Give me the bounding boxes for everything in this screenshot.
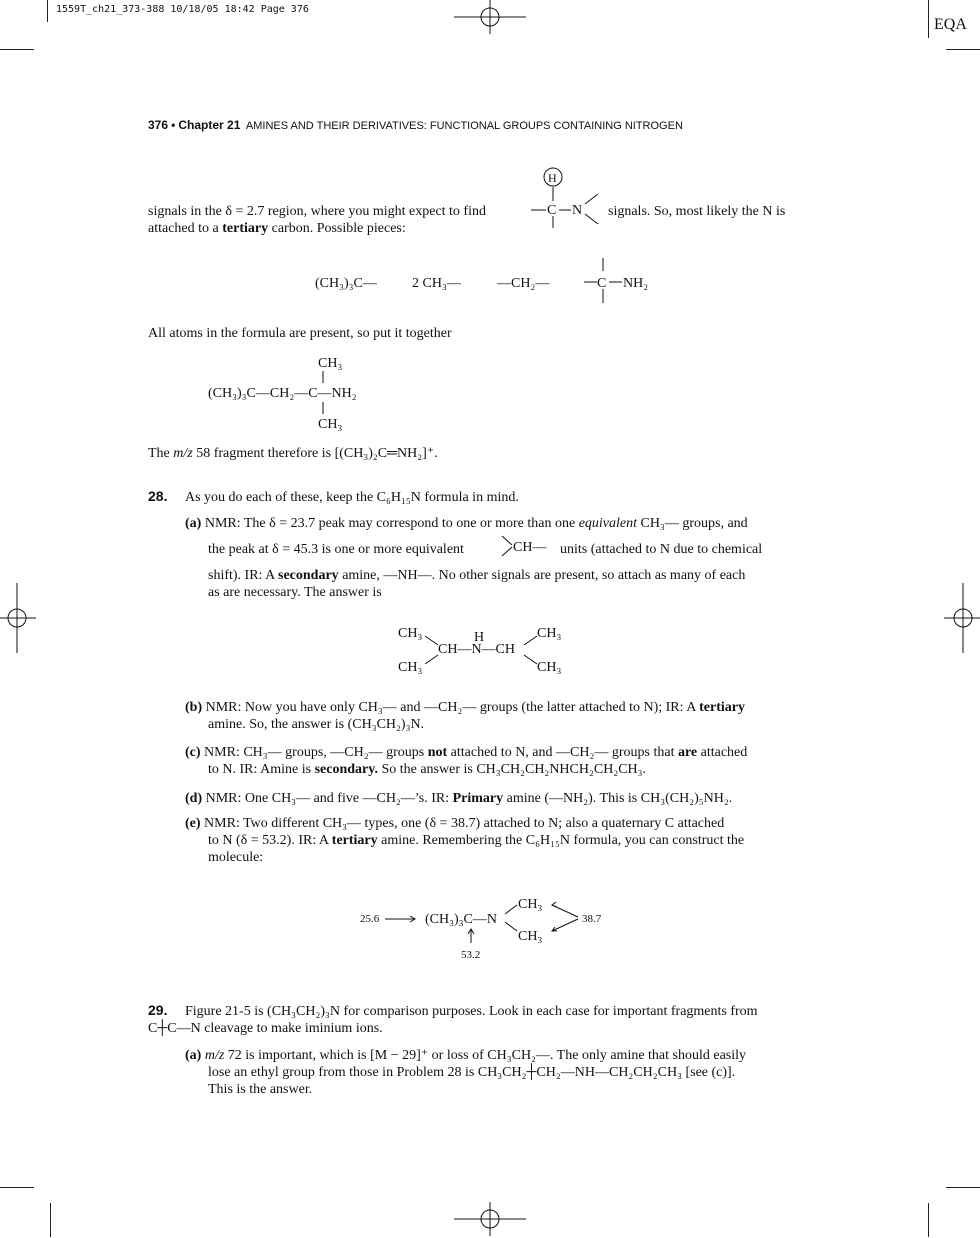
struct1-top: CH₃ (318, 356, 343, 371)
crop-mark (946, 49, 980, 50)
p28a-l1a: NMR: The δ = 23.7 peak may correspond to one or more than one (204, 516, 579, 531)
p29a-mz: m/z (204, 1048, 225, 1063)
problem-29-number: 29. (148, 1002, 168, 1018)
fragment-mz: m/z (173, 446, 193, 461)
p28c-line1 (185, 744, 747, 761)
crop-mark (928, 1203, 929, 1237)
intro-line1-before: signals in the δ = 2.7 region, where you might expect to find (148, 204, 486, 219)
crop-mark (928, 0, 929, 38)
p29a-label: (a) (185, 1048, 202, 1063)
print-slug: 1559T_ch21_373-388 10/18/05 18:42 Page 376 (56, 4, 309, 15)
fragment-a: The (148, 446, 174, 461)
struct-a-ch3-tl: CH₃ (398, 626, 423, 641)
piece-tbutyl: (CH₃)₃C— (315, 276, 377, 291)
struct-e-ch3-top: CH₃ (518, 897, 543, 912)
arrow-25-6 (384, 912, 420, 926)
n-atom: N (572, 203, 583, 218)
p28e-line2 (208, 832, 744, 849)
p28c-label: (c) (185, 745, 201, 760)
crop-mark (47, 0, 48, 22)
p28b-line1 (185, 699, 745, 716)
p28a-label: (a) (185, 516, 202, 531)
p28b-l1a: NMR: Now you have only CH₃— and —CH₂— groups (the latter attached to N); IR: A (205, 700, 700, 715)
p28c-l1c: attached to N, and —CH₂— groups that (447, 745, 678, 760)
p28a-line2ch: CH— (513, 540, 547, 555)
registration-mark-left (0, 583, 36, 653)
p28a-line1 (185, 515, 748, 532)
intro-line2-a: attached to a (148, 221, 223, 236)
p28c-l1a: NMR: CH₃— groups, —CH₂— groups (204, 745, 428, 760)
struct-e-ch3-bottom: CH₃ (518, 929, 543, 944)
p28a-line4: as are necessary. The answer is (208, 585, 382, 600)
chapter-title: AMINES AND THEIR DERIVATIVES: FUNCTIONAL GROUPS CONTAINING NITROGEN (245, 120, 683, 132)
shift-25-6: 25.6 (360, 913, 380, 925)
p28c-line2 (208, 761, 646, 778)
chapter-label: Chapter 21 (178, 118, 241, 132)
p28a-l1c: CH₃— groups, and (637, 516, 748, 531)
registration-mark-right (944, 583, 980, 653)
eqa-label: EQA (934, 16, 967, 33)
p29a-line1 (185, 1047, 746, 1064)
p28c-l2b: secondary. (314, 762, 378, 777)
bullet: • (171, 118, 176, 132)
struct-e-main: (CH₃)₃C—N (425, 912, 497, 927)
piece-c-nh2 (582, 256, 662, 306)
p28c-l2c: So the answer is CH₃CH₂CH₂NHCH₂CH₂CH₃. (377, 762, 647, 777)
ch-branch-mark (500, 534, 514, 562)
fragment-b: 58 fragment therefore is [(CH₃)₂C═NH₂]⁺. (192, 446, 438, 461)
p28a-l3a: shift). IR: A (208, 568, 279, 583)
crop-mark (0, 1187, 34, 1188)
piece-nh2: NH₂ (623, 276, 649, 291)
p28d-label: (d) (185, 791, 203, 806)
piece-methyl: 2 CH₃— (412, 276, 461, 291)
p29a-line3: This is the answer. (208, 1082, 313, 1097)
p28e-l2a: to N (δ = 53.2). IR: A (208, 833, 332, 848)
problem-29-line1: Figure 21-5 is (CH₃CH₂)₃N for comparison purposes. Look in each case for important fragments from (185, 1004, 758, 1019)
p28e-l2c: amine. Remembering the C₆H₁₅N formula, you can construct the (377, 833, 745, 848)
problem-29-line2: C┼C—N cleavage to make iminium ions. (148, 1021, 383, 1036)
crop-mark (946, 1187, 980, 1188)
intro-line1-after: signals. So, most likely the N is (608, 204, 786, 219)
intro-line2 (148, 220, 406, 237)
p28a-line2a: the peak at δ = 45.3 is one or more equivalent (208, 542, 464, 557)
registration-mark-top (450, 0, 530, 36)
struct-a-mid: CH—N—CH (438, 642, 516, 657)
piece-c-atom: C (597, 276, 607, 291)
struct1-main: (CH₃)₃C—CH₂—C—NH₂ (208, 386, 357, 401)
page-number: 376 (148, 118, 169, 132)
struct-a-h: H (474, 630, 485, 645)
structure-h-c-n (528, 166, 608, 232)
p28d-line1 (185, 790, 732, 807)
p29a-line2: lose an ethyl group from those in Problem 28 is CH₃CH₂┼CH₂—NH—CH₂CH₂CH₃ [see (c)]. (208, 1065, 736, 1080)
p28b-l1b: tertiary (699, 700, 745, 715)
problem-28-lead: As you do each of these, keep the C₆H₁₅N formula in mind. (185, 490, 519, 505)
p28d-l1b: Primary (452, 791, 504, 806)
struct-a-ch3-bl: CH₃ (398, 660, 423, 675)
p28e-l2b: tertiary (331, 833, 378, 848)
p28e-line1 (185, 815, 724, 832)
arrow-53-2 (464, 928, 478, 944)
p28c-l2a: to N. IR: Amine is (208, 762, 315, 777)
intro-line2-bold: tertiary (222, 221, 269, 236)
piece-methylene: —CH₂— (497, 276, 550, 291)
struct-a-bonds (400, 620, 580, 680)
p28c-l1d: are (677, 745, 698, 760)
struct-a-ch3-tr: CH₃ (537, 626, 562, 641)
struct1-bottom: CH₃ (318, 417, 343, 432)
fragment-line (148, 445, 438, 462)
p28d-l1c: amine (—NH₂). This is CH₃(CH₂)₅NH₂. (503, 791, 733, 806)
p28d-l1a: NMR: One CH₃— and five —CH₂—’s. IR: (205, 791, 453, 806)
running-head (148, 118, 683, 132)
p28e-label: (e) (185, 816, 201, 831)
p28a-l3b: secondary (278, 568, 339, 583)
p28a-line3 (208, 567, 745, 584)
p28a-line2b: units (attached to N due to chemical (560, 542, 763, 557)
struct-a-ch3-br: CH₃ (537, 660, 562, 675)
circle-h-label: H (548, 171, 557, 185)
c-atom: C (547, 203, 557, 218)
crop-mark (0, 49, 34, 50)
p28a-l3c: amine, —NH—. No other signals are present, so attach as many of each (338, 568, 746, 583)
problem-28-number: 28. (148, 488, 168, 504)
p28a-l1b: equivalent (578, 516, 638, 531)
p28b-label: (b) (185, 700, 203, 715)
p29a-l1b: 72 is important, which is [M − 29]⁺ or loss of CH₃CH₂—. The only amine that should easily (224, 1048, 747, 1063)
p28b-line2: amine. So, the answer is (CH₃CH₂)₃N. (208, 717, 425, 732)
p28c-l1b: not (427, 745, 448, 760)
struct-e-bonds (500, 895, 590, 955)
assemble-text: All atoms in the formula are present, so put it together (148, 326, 452, 341)
registration-mark-bottom (450, 1202, 530, 1238)
shift-38-7: 38.7 (582, 913, 602, 925)
p28c-l1e: attached (697, 745, 748, 760)
p28e-l1: NMR: Two different CH₃— types, one (δ = 38.7) attached to N; also a quaternary C attached (204, 816, 725, 831)
p28e-line3: molecule: (208, 850, 264, 865)
crop-mark (50, 1203, 51, 1237)
intro-line2-c: carbon. Possible pieces: (268, 221, 406, 236)
shift-53-2: 53.2 (461, 949, 481, 961)
